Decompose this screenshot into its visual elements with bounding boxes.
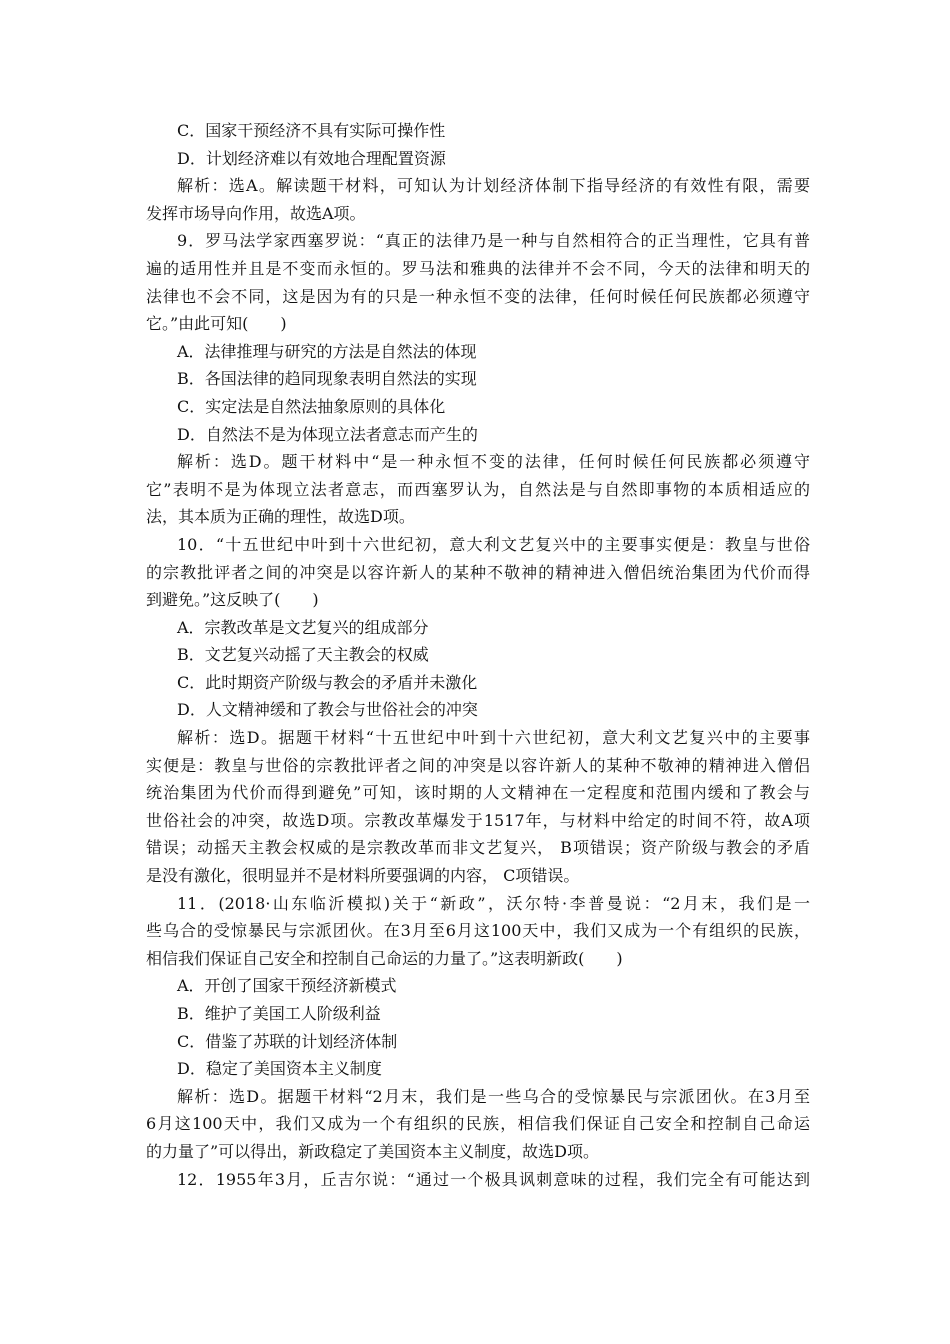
text-line: 到避免。”这反映了( ) [146, 590, 319, 610]
text-line: 解析：选D。题干材料中“是一种永恒不变的法律，任何时候任何民族都必须遵守 [177, 452, 810, 472]
text-line: 是没有激化，很明显并不是材料所要强调的内容， C项错误。 [146, 866, 580, 886]
text-line: 解析：选D。据题干材料“2月末，我们是一些乌合的受惊暴民与宗派团伙。在3月至 [177, 1086, 810, 1106]
text-line: D．自然法不是为体现立法者意志而产生的 [177, 424, 478, 444]
text-line: 世俗社会的冲突，故选D项。宗教改革爆发于1517年，与材料中给定的时间不符，故A项 [146, 810, 810, 830]
text-line: C．实定法是自然法抽象原则的具体化 [177, 396, 446, 416]
text-line: 它。”由此可知( ) [146, 314, 287, 334]
text-line: B．维护了美国工人阶级利益 [177, 1004, 381, 1023]
document-body [146, 117, 810, 1193]
text-line: 法律也不会不同，这是因为有的只是一种永恒不变的法律，任何时候任何民族都必须遵守 [146, 286, 810, 306]
text-line: 9．罗马法学家西塞罗说：“真正的法律乃是一种与自然相符合的正当理性，它具有普 [177, 231, 810, 251]
text-line: 12．1955年3月，丘吉尔说：“通过一个极具讽刺意味的过程，我们完全有可能达到 [177, 1169, 810, 1189]
text-line: C．此时期资产阶级与教会的矛盾并未激化 [177, 672, 478, 692]
text-line: D．人文精神缓和了教会与世俗社会的冲突 [177, 700, 478, 720]
text-line: C．国家干预经济不具有实际可操作性 [177, 121, 446, 140]
text-line: 11．(2018·山东临沂模拟)关于“新政”，沃尔特·李普曼说：“2月末，我们是一 [177, 893, 810, 913]
text-line: 法，其本质为正确的理性，故选D项。 [146, 507, 415, 527]
text-line: D．计划经济难以有效地合理配置资源 [177, 148, 446, 168]
text-line: 统治集团为代价而得到避免”可知，该时期的人文精神在一定程度和范围内缓和了教会与 [146, 783, 810, 803]
text-line: 错误；动摇天主教会权威的是宗教改革而非文艺复兴， B项错误；资产阶级与教会的矛盾 [146, 838, 810, 858]
text-line: 的宗教批评者之间的冲突是以容许新人的某种不敬神的精神进入僧侣统治集团为代价而得 [146, 562, 810, 582]
text-line: 发挥市场导向作用，故选A项。 [146, 203, 366, 223]
text-line: 实便是：教皇与世俗的宗教批评者之间的冲突是以容许新人的某种不敬神的精神进入僧侣 [146, 755, 810, 775]
text-line: 它”表明不是为体现立法者意志，而西塞罗认为，自然法是与自然即事物的本质相适应的 [146, 479, 810, 499]
text-line: 10．“十五世纪中叶到十六世纪初，意大利文艺复兴中的主要事实便是：教皇与世俗 [177, 534, 810, 554]
text-line: 解析：选A。解读题干材料，可知认为计划经济体制下指导经济的有效性有限，需要 [177, 176, 810, 196]
text-line: 些乌合的受惊暴民与宗派团伙。在3月至6月这100天中，我们又成为一个有组织的民族， [146, 921, 810, 941]
text-line: B．文艺复兴动摇了天主教会的权威 [177, 645, 429, 665]
text-line: B．各国法律的趋同现象表明自然法的实现 [177, 369, 477, 389]
text-line: 遍的适用性并且是不变而永恒的。罗马法和雅典的法律并不会不同，今天的法律和明天的 [146, 258, 810, 278]
text-line: A．开创了国家干预经济新模式 [177, 976, 397, 996]
text-line: C．借鉴了苏联的计划经济体制 [177, 1031, 398, 1051]
text-line: 相信我们保证自己安全和控制自己命运的力量了。”这表明新政( ) [146, 948, 623, 968]
text-line: 解析：选D。据题干材料“十五世纪中叶到十六世纪初，意大利文艺复兴中的主要事 [177, 728, 810, 748]
text-line: 6月这100天中，我们又成为一个有组织的民族，相信我们保证自己安全和控制自己命运 [146, 1114, 810, 1134]
text-line: 的力量了”可以得出，新政稳定了美国资本主义制度，故选D项。 [146, 1141, 600, 1161]
text-line: A．法律推理与研究的方法是自然法的体现 [177, 341, 477, 361]
text-line: D．稳定了美国资本主义制度 [177, 1059, 382, 1079]
text-line: A．宗教改革是文艺复兴的组成部分 [177, 617, 429, 637]
